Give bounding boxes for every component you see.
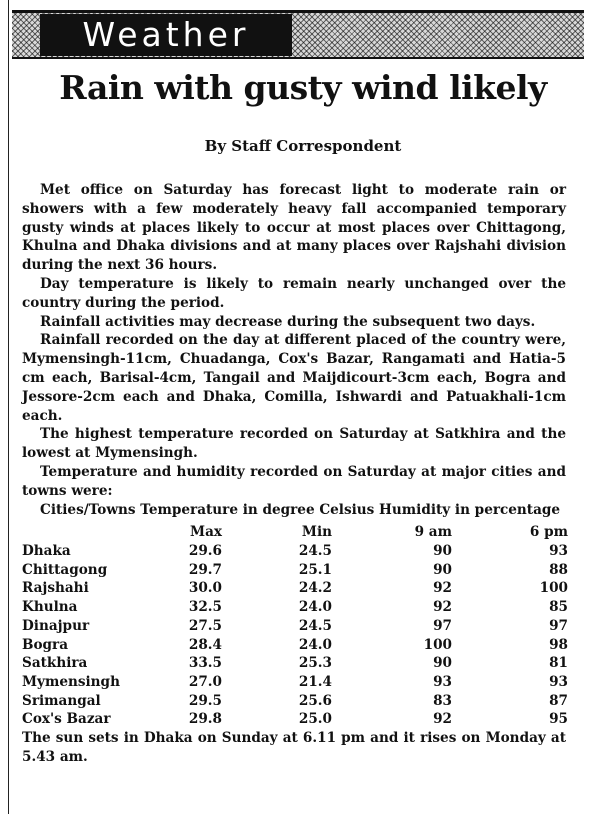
city-name: Dhaka xyxy=(22,543,71,560)
min-temp: 25.1 xyxy=(298,561,332,578)
city-name: Chittagong xyxy=(22,561,108,578)
table-row xyxy=(22,598,568,617)
min-temp: 24.0 xyxy=(298,636,332,653)
max-temp: 29.5 xyxy=(188,692,222,709)
min-temp: 24.5 xyxy=(298,543,332,560)
humidity-9am: 90 xyxy=(433,543,452,560)
min-temp: 21.4 xyxy=(298,673,332,690)
paragraph: Rainfall recorded on the day at different placed of the country were, Mymensingh-11cm, Chuadanga, Cox's Bazar, Rangamati and Hatia-5 cm each, Barisal-4cm, Tangail and Maijdicourt-3cm each, Bogra and Jessore-2cm each and Dhaka, Comilla, Ishwardi and Patuakhali-1cm each. xyxy=(22,332,566,424)
column-rule xyxy=(8,0,9,814)
humidity-9am: 93 xyxy=(433,673,452,690)
column-header xyxy=(22,523,142,542)
humidity-6pm: 95 xyxy=(549,711,568,728)
humidity-6pm: 98 xyxy=(549,636,568,653)
weather-table xyxy=(22,523,568,729)
table-row xyxy=(22,692,568,711)
table-row xyxy=(22,579,568,598)
paragraph: Met office on Saturday has forecast light to moderate rain or showers with a few moderately heavy fall accompanied temporary gusty winds at places likely to occur at most places over Chittagong, Khulna and Dhaka divisions and at many places over Rajshahi division during the next 36 hours. xyxy=(22,182,566,274)
max-temp: 29.8 xyxy=(188,711,222,728)
city-name: Srimangal xyxy=(22,692,101,709)
city-name: Mymensingh xyxy=(22,673,120,690)
humidity-9am: 83 xyxy=(433,692,452,709)
city-name: Cox's Bazar xyxy=(22,711,111,728)
paragraph: Day temperature is likely to remain nearly unchanged over the country during the period. xyxy=(22,275,566,311)
city-name: Dinajpur xyxy=(22,617,90,634)
humidity-9am: 90 xyxy=(433,655,452,672)
min-temp: 24.0 xyxy=(298,599,332,616)
headline: Rain with gusty wind likely xyxy=(59,68,547,107)
min-temp: 24.5 xyxy=(298,617,332,634)
city-name: Satkhira xyxy=(22,655,88,672)
table-row xyxy=(22,710,568,729)
column-header: Max xyxy=(190,524,222,541)
table-row xyxy=(22,636,568,655)
table-row xyxy=(22,542,568,561)
humidity-6pm: 93 xyxy=(549,673,568,690)
city-name: Khulna xyxy=(22,599,78,616)
table-row xyxy=(22,617,568,636)
max-temp: 27.0 xyxy=(188,673,222,690)
humidity-6pm: 97 xyxy=(549,617,568,634)
table-row xyxy=(22,561,568,580)
table-row xyxy=(22,673,568,692)
column-header: 6 pm xyxy=(529,524,568,541)
min-temp: 25.0 xyxy=(298,711,332,728)
section-banner xyxy=(12,10,584,59)
table-row xyxy=(22,654,568,673)
humidity-6pm: 81 xyxy=(549,655,568,672)
table-header-row xyxy=(22,523,568,542)
paragraph: Rainfall activities may decrease during the subsequent two days. xyxy=(40,313,536,330)
paragraph: Temperature and humidity recorded on Saturday at major cities and towns were: xyxy=(22,463,566,499)
humidity-9am: 92 xyxy=(433,711,452,728)
humidity-6pm: 87 xyxy=(549,692,568,709)
column-header: Min xyxy=(301,524,332,541)
closing-note: The sun sets in Dhaka on Sunday at 6.11 pm and it rises on Monday at 5.43 am. xyxy=(22,730,566,765)
city-name: Bogra xyxy=(22,636,69,653)
max-temp: 27.5 xyxy=(188,617,222,634)
max-temp: 29.7 xyxy=(188,561,222,578)
table-caption: Cities/Towns Temperature in degree Celsius Humidity in percentage xyxy=(40,501,561,518)
humidity-6pm: 85 xyxy=(549,599,568,616)
column-header: 9 am xyxy=(414,524,452,541)
max-temp: 32.5 xyxy=(188,599,222,616)
byline: By Staff Correspondent xyxy=(204,137,402,155)
humidity-9am: 100 xyxy=(423,636,452,653)
max-temp: 29.6 xyxy=(188,543,222,560)
humidity-6pm: 88 xyxy=(549,561,568,578)
humidity-6pm: 93 xyxy=(549,543,568,560)
section-label: Weather xyxy=(40,14,292,56)
city-name: Rajshahi xyxy=(22,580,89,597)
humidity-9am: 97 xyxy=(433,617,452,634)
max-temp: 30.0 xyxy=(188,580,222,597)
humidity-9am: 92 xyxy=(433,599,452,616)
article-body xyxy=(22,181,566,767)
paragraph: The highest temperature recorded on Saturday at Satkhira and the lowest at Mymensingh. xyxy=(22,426,566,462)
min-temp: 25.3 xyxy=(298,655,332,672)
humidity-9am: 92 xyxy=(433,580,452,597)
humidity-9am: 90 xyxy=(433,561,452,578)
humidity-6pm: 100 xyxy=(539,580,568,597)
min-temp: 24.2 xyxy=(298,580,332,597)
max-temp: 33.5 xyxy=(188,655,222,672)
max-temp: 28.4 xyxy=(188,636,222,653)
min-temp: 25.6 xyxy=(298,692,332,709)
